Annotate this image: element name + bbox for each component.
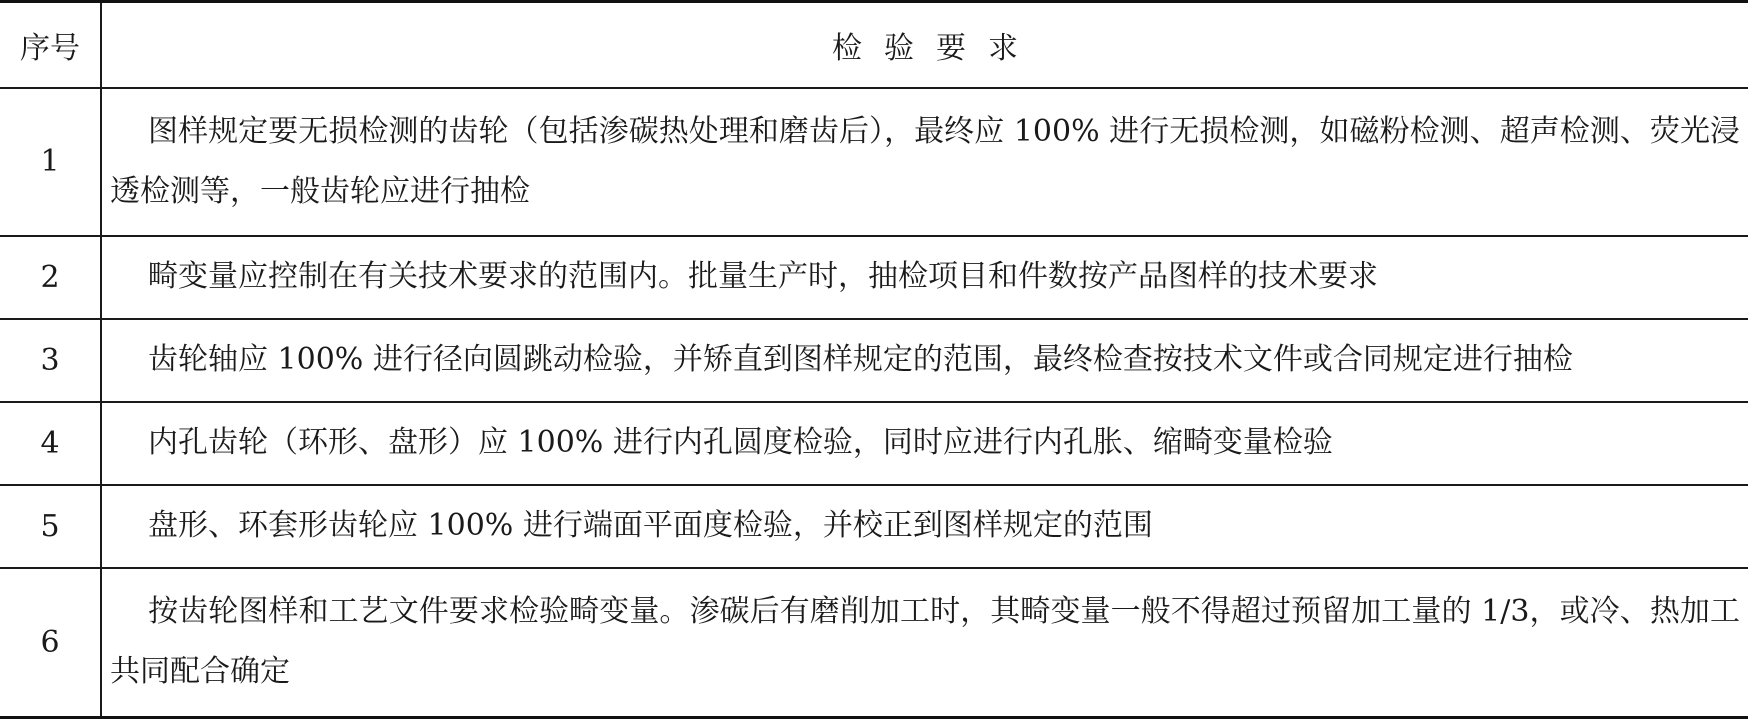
table-row: [0, 485, 1748, 568]
requirement-text: 齿轮轴应 100% 进行径向圆跳动检验，并矫直到图样规定的范围，最终检查按技术文件或合同规定进行抽检: [148, 342, 1573, 377]
row-requirement: [101, 402, 1748, 485]
row-requirement: [101, 568, 1748, 718]
header-serial-number: 序号: [0, 2, 101, 88]
row-number: 4: [0, 402, 101, 485]
table-row: [0, 88, 1748, 236]
row-number: 1: [0, 88, 101, 236]
row-requirement: [101, 319, 1748, 402]
table-row: [0, 568, 1748, 718]
table-header-row: [0, 2, 1748, 88]
row-number: 3: [0, 319, 101, 402]
row-number: 5: [0, 485, 101, 568]
row-number: 2: [0, 236, 101, 319]
requirement-text: 图样规定要无损检测的齿轮（包括渗碳热处理和磨齿后），最终应 100% 进行无损检测，如磁粉检测、超声检测、荧光浸透检测等，一般齿轮应进行抽检: [110, 113, 1740, 209]
table-row: [0, 236, 1748, 319]
table-row: [0, 319, 1748, 402]
table-row: [0, 402, 1748, 485]
row-number: 6: [0, 568, 101, 718]
requirement-text: 内孔齿轮（环形、盘形）应 100% 进行内孔圆度检验，同时应进行内孔胀、缩畸变量检验: [148, 425, 1333, 460]
header-inspection-requirements: 检验要求: [101, 2, 1748, 88]
requirement-text: 盘形、环套形齿轮应 100% 进行端面平面度检验，并校正到图样规定的范围: [148, 508, 1153, 543]
row-requirement: [101, 88, 1748, 236]
row-requirement: [101, 485, 1748, 568]
row-requirement: [101, 236, 1748, 319]
requirement-text: 按齿轮图样和工艺文件要求检验畸变量。渗碳后有磨削加工时，其畸变量一般不得超过预留加工量的 1/3，或冷、热加工共同配合确定: [110, 594, 1740, 690]
requirement-text: 畸变量应控制在有关技术要求的范围内。批量生产时，抽检项目和件数按产品图样的技术要求: [148, 259, 1378, 294]
